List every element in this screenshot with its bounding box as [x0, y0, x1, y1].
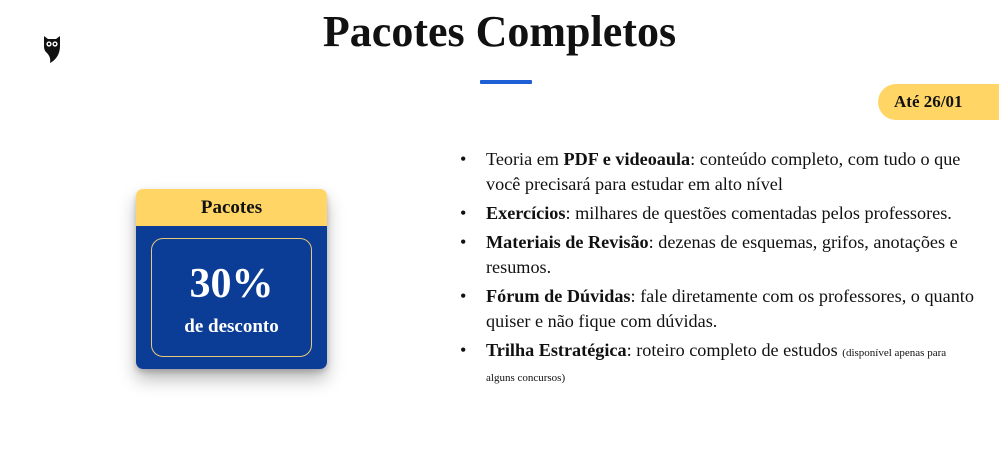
features-list — [456, 147, 976, 392]
discount-card — [136, 189, 327, 369]
feature-note: (disponível apenas para alguns concursos) — [486, 347, 947, 384]
list-item — [456, 201, 976, 226]
feature-title: Fórum de Dúvidas — [486, 286, 631, 306]
discount-subtitle: de desconto — [184, 316, 279, 337]
feature-title: Exercícios — [486, 203, 566, 223]
title-underline — [480, 80, 532, 84]
list-item — [456, 147, 976, 197]
bullet-icon: • — [460, 286, 467, 306]
list-item — [456, 338, 976, 388]
discount-card-heading: Pacotes — [136, 189, 327, 226]
discount-card-frame — [151, 238, 312, 357]
feature-title: PDF e videoaula — [563, 149, 691, 169]
feature-text: Teoria em — [486, 149, 564, 169]
feature-title: Materiais de Revisão — [486, 232, 649, 252]
feature-text: : dezenas de esquemas, grifos, anotações e resumos. — [486, 232, 958, 277]
discount-card-body — [136, 226, 327, 369]
bullet-icon: • — [460, 340, 467, 360]
deadline-badge: Até 26/01 — [878, 84, 999, 120]
page-title: Pacotes Completos — [322, 7, 677, 56]
feature-text: : conteúdo completo, com tudo o que você precisará para estudar em alto nível — [486, 149, 961, 194]
bullet-icon: • — [460, 149, 467, 169]
feature-text: : roteiro completo de estudos — [626, 340, 843, 360]
list-item — [456, 284, 976, 334]
bullet-icon: • — [460, 203, 467, 223]
discount-percent: 30% — [189, 261, 274, 307]
list-item — [456, 230, 976, 280]
feature-text: : fale diretamente com os professores, o quanto quiser e não fique com dúvidas. — [486, 286, 974, 331]
feature-title: Trilha Estratégica — [486, 340, 627, 360]
feature-text: : milhares de questões comentadas pelos professores. — [565, 203, 952, 223]
bullet-icon: • — [460, 232, 467, 252]
